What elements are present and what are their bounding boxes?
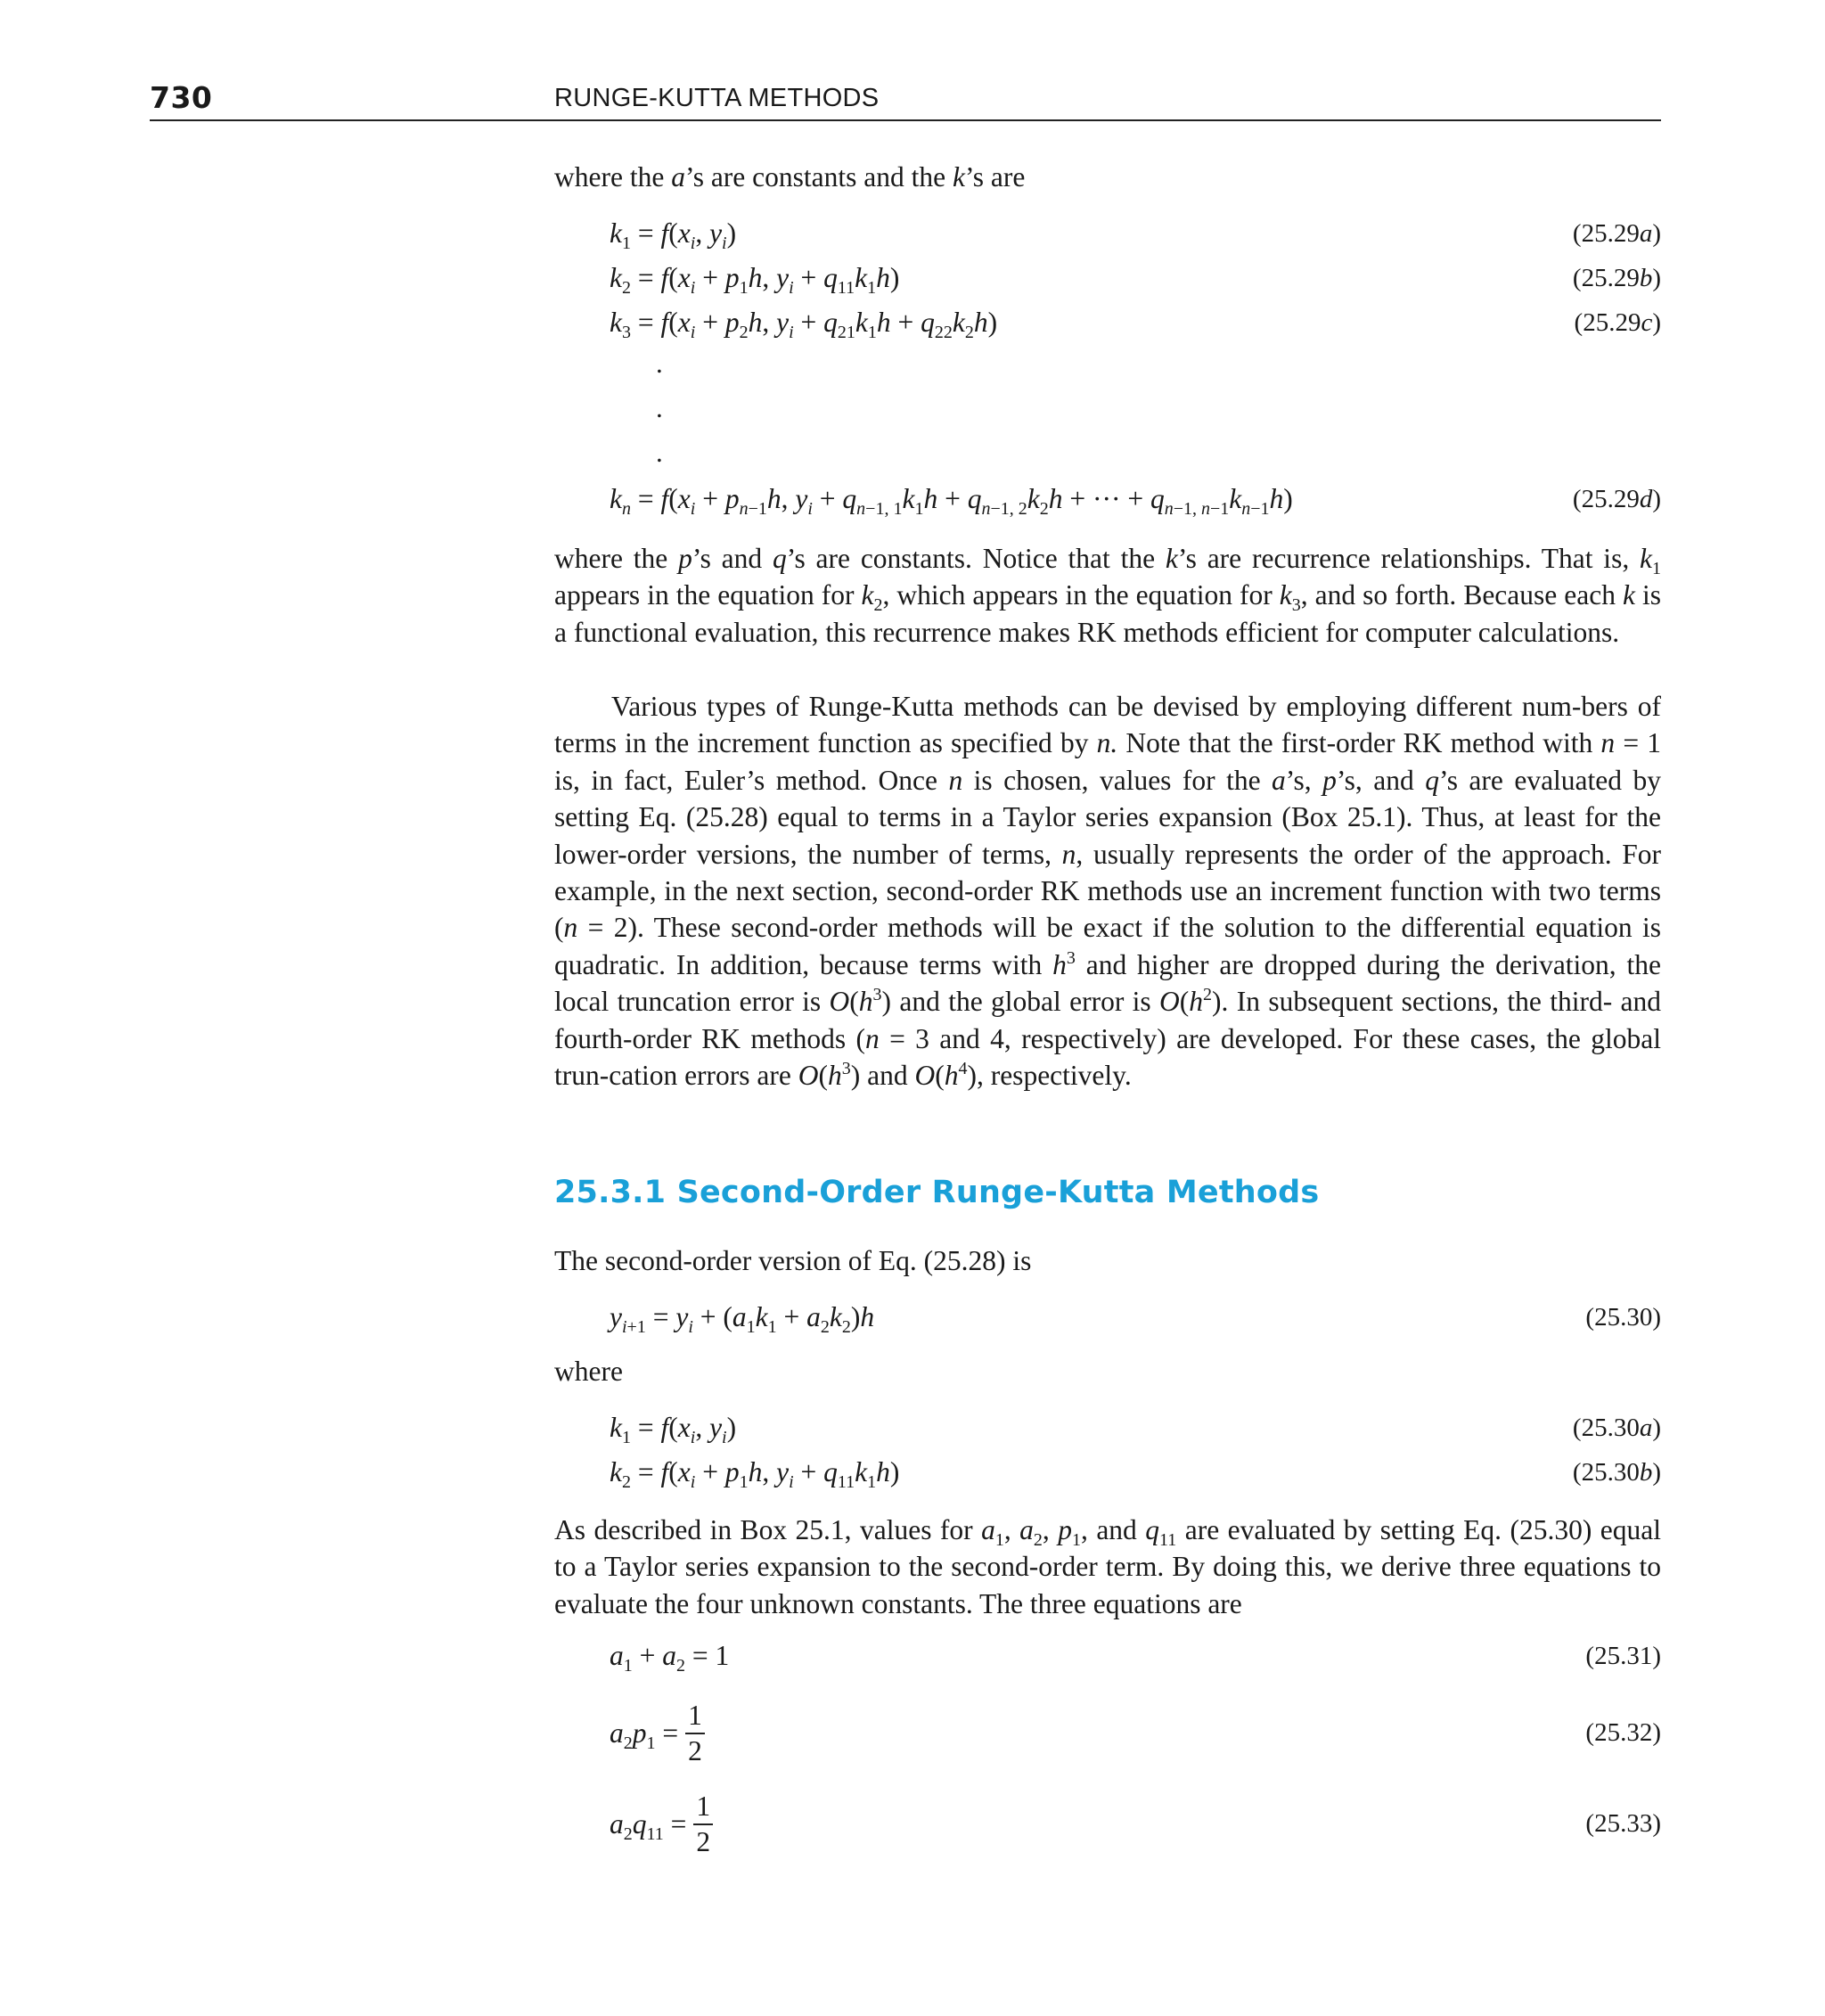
vertical-ellipsis-dot: . — [656, 348, 663, 379]
paragraph-box-25-1: As described in Box 25.1, values for $a_1$, $a_2$, $p_1$, and $q_{11}$ are evaluated by setting Eq. (25.30) equal to a Taylor series expansion to the second-order term. By doing this, we derive three equations to evaluate the four unknown constants. The three equations are — [554, 1514, 1662, 1619]
equation-number: (25.32) — [1585, 1718, 1661, 1747]
equation-number: (25.29a) — [1572, 219, 1661, 248]
equation-number: (25.29c) — [1574, 308, 1661, 337]
equation-body: $k_2 = f(x_i + p_1h$, $y_i + q_{11}k_1h$) — [610, 262, 900, 298]
fraction-denominator: 2 — [685, 1733, 705, 1768]
fraction-numerator: 1 — [696, 1791, 711, 1822]
page-header — [150, 80, 1661, 121]
equation-body: $y_{i+1} = y_i + (a_1k_1 + a_2k_2)h$ — [610, 1301, 875, 1337]
equation-25-30 — [610, 1301, 1661, 1340]
equation-25-33 — [610, 1790, 1661, 1861]
equation-number: (25.30b) — [1572, 1458, 1661, 1487]
equation-25-30a — [610, 1412, 1661, 1451]
equation-number: (25.29b) — [1572, 264, 1661, 292]
section-heading: 25.3.1 Second-Order Runge-Kutta Methods — [554, 1175, 1320, 1210]
equation-number: (25.31) — [1585, 1642, 1661, 1670]
equation-body: $k_1 = f(x_i$, $y_i$) — [610, 1412, 737, 1447]
paragraph-various-types: Various types of Runge-Kutta methods can be devised by employing different num-bers of terms in the increment function as specified by n. Note that the first-order RK method with n = 1 is, in fact, Euler’s method. Once n is chosen, values for the a’s, p’s, and q’s are evaluated by setting Eq. (25.28) equal to terms in a Taylor series expansion (Box 25.1). Thus, at least for the lower-order versions, the number of terms, n, usually represents the order of the approach. For example, in the next section, second-order RK methods use an increment function with two terms (n = 2). These second-order methods will be exact if the solution to the differential equation is quadratic. In addition, because terms with $h^3$ and higher are dropped during the derivation, the local truncation error is $O(h^3)$ and the global error is $O(h^2)$. In subsequent sections, the third- and fourth-order RK methods (n = 3 and 4, respectively) are developed. For these cases, the global trun-cation errors are $O(h^3)$ and $O(h^4)$, respectively. — [554, 691, 1662, 1092]
equation-body: $a_1 + a_2 = 1$ — [610, 1640, 730, 1676]
vertical-ellipsis-dot: . — [656, 437, 663, 468]
equation-body: $a_2q_{11}$ = $\frac{1}{2}$ — [610, 1790, 713, 1859]
paragraph-recurrence: where the p’s and q’s are constants. Notice that the k’s are recurrence relationships. That is, $k_1$ appears in the equation for $k_2$, which appears in the equation for $k_3$, and so forth. Because each k is a functional evaluation, this recurrence makes RK methods efficient for computer calculations. — [554, 543, 1662, 648]
equation-25-29b — [610, 262, 1661, 301]
fraction — [685, 1699, 705, 1768]
equation-body: $k_1 = f(x_i$, $y_i$) — [610, 217, 737, 253]
page-number: 730 — [150, 80, 213, 115]
fraction-numerator: 1 — [688, 1700, 702, 1731]
where-line: where — [554, 1356, 623, 1387]
equation-body: $k_2 = f(x_i + p_1h$, $y_i + q_{11}k_1h$) — [610, 1456, 900, 1492]
fraction-denominator: 2 — [693, 1823, 713, 1859]
equation-body: $k_n = f(x_i + p_{n-1}h$, $y_i + q_{n-1, 1}k_1h + q_{n-1, 2}k_2h$ + ··· + $q_{n-1, n-1}k_{n-1}h$) — [610, 483, 1293, 519]
equation-number: (25.33) — [1585, 1809, 1661, 1838]
equation-number: (25.30) — [1585, 1303, 1661, 1332]
equation-25-30b — [610, 1456, 1661, 1496]
equation-body: $a_2p_1$ = $\frac{1}{2}$ — [610, 1699, 705, 1768]
equation-number: (25.29d) — [1572, 485, 1661, 513]
running-head: RUNGE-KUTTA METHODS — [554, 84, 880, 112]
section-intro-line: The second-order version of Eq. (25.28) is — [554, 1245, 1032, 1276]
equation-25-29c — [610, 307, 1661, 346]
equation-25-32 — [610, 1699, 1661, 1770]
equation-body: $k_3 = f(x_i + p_2h$, $y_i + q_{21}k_1h + q_{22}k_2h$) — [610, 307, 998, 342]
equation-25-29d — [610, 483, 1661, 522]
vertical-ellipsis-dot: . — [656, 392, 663, 423]
fraction — [693, 1790, 713, 1859]
equation-25-31 — [610, 1640, 1661, 1679]
intro-line: where the a’s are constants and the k’s are — [554, 161, 1026, 193]
equation-25-29a — [610, 217, 1661, 257]
equation-number: (25.30a) — [1572, 1414, 1661, 1442]
